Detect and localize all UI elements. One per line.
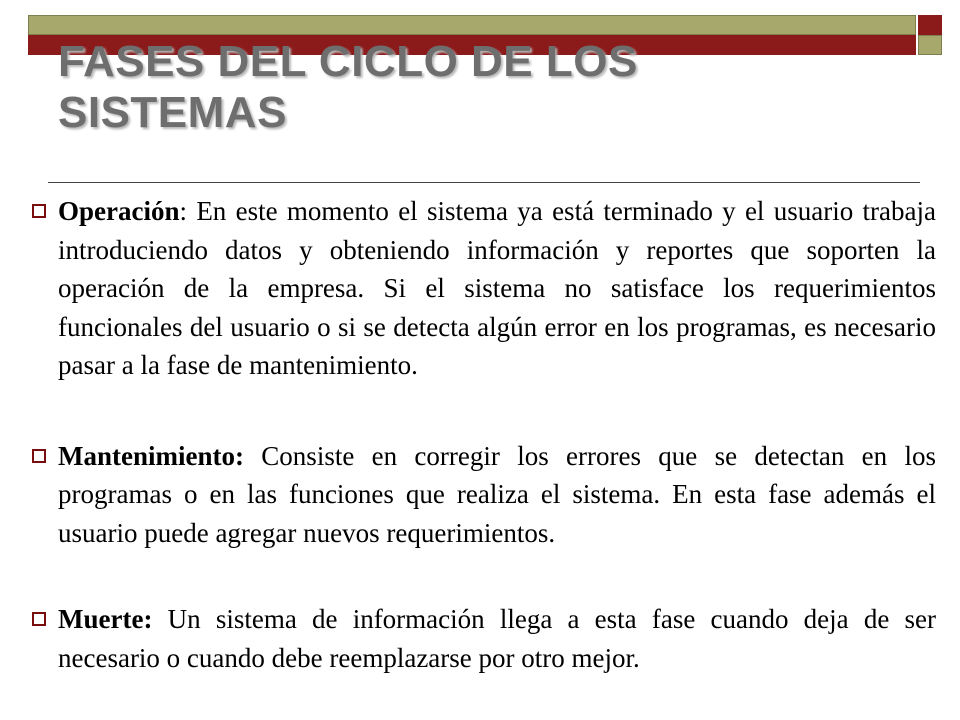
- bullet-separator: :: [179, 196, 197, 226]
- bullet-text: En este momento el sistema ya está terminado y el usuario trabaja introduciendo datos y obteniendo información y reportes que soporten la operación de la empresa. Si el sistema no satisface los requerimientos funcionales del usuario o si se detecta algún error en los programas, es necesario pasar a la fase de mantenimiento.: [58, 196, 936, 380]
- bullet-item-muerte: [32, 600, 936, 677]
- header-band-olive: [28, 15, 916, 35]
- square-bullet-icon: [32, 612, 46, 626]
- bullet-term: Operación: [58, 196, 180, 226]
- bullet-separator: [152, 604, 167, 634]
- header-corner-square-red: [918, 15, 942, 35]
- bullet-text: Consiste en corregir los errores que se detectan en los programas o en las funciones que realiza el sistema. En esta fase además el usuario puede agregar nuevos requerimientos.: [58, 440, 936, 548]
- header-corner-square-olive: [918, 35, 942, 55]
- square-bullet-icon: [32, 449, 46, 463]
- title-divider: [48, 182, 920, 183]
- bullet-text: Un sistema de información llega a esta fase cuando deja de ser necesario o cuando debe reemplazarse por otro mejor.: [58, 604, 936, 673]
- bullet-item-operacion: [32, 192, 936, 385]
- bullet-item-mantenimiento: [32, 437, 936, 553]
- bullet-list: [32, 192, 936, 677]
- bullet-separator: [244, 441, 261, 471]
- bullet-term: Muerte:: [58, 604, 153, 634]
- bullet-term: Mantenimiento:: [58, 440, 244, 471]
- slide-title: FASES DEL CICLO DE LOS SISTEMAS: [58, 37, 638, 137]
- square-bullet-icon: [32, 204, 46, 218]
